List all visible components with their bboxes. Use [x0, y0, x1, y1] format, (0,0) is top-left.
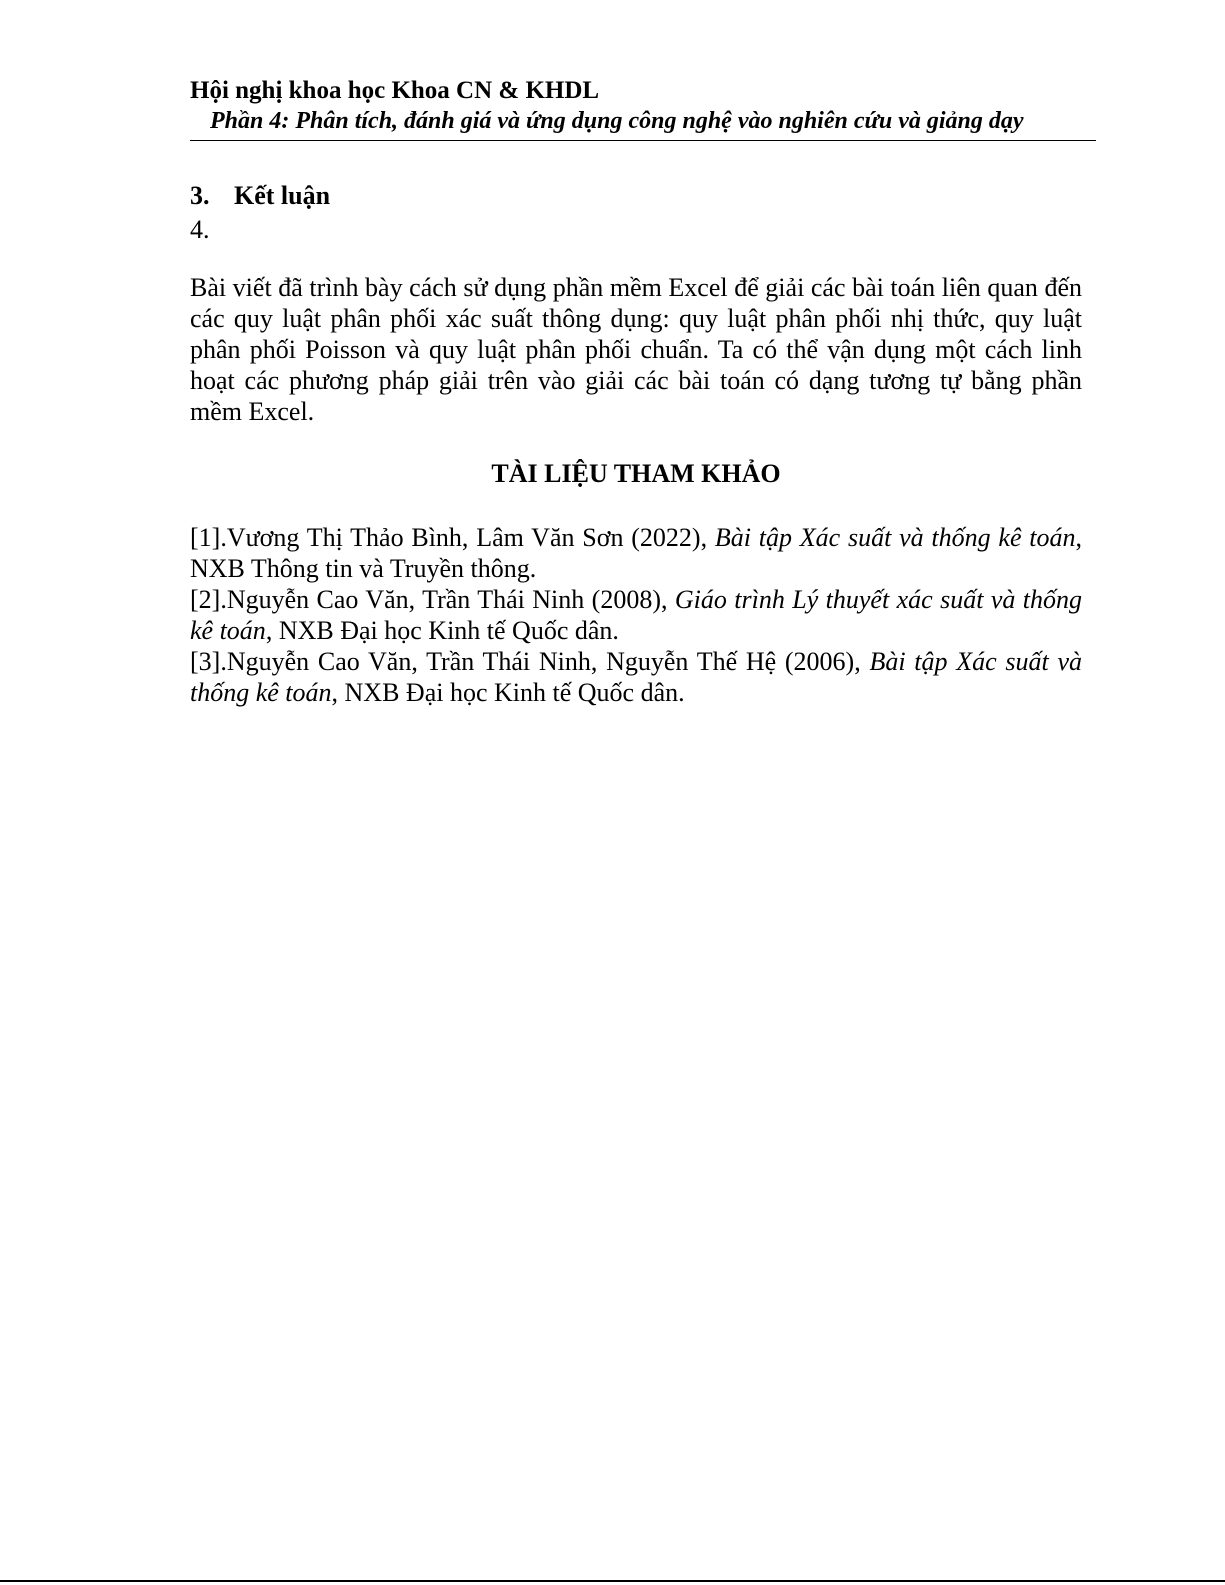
section-number: 3. [190, 181, 210, 210]
reference-book-title: Bài tập Xác suất và thống kê toán [190, 647, 1082, 707]
reference-item [190, 646, 1082, 708]
reference-authors: [1].Vương Thị Thảo Bình, Lâm Văn Sơn (2022), [190, 523, 715, 552]
reference-book-title: Giáo trình Lý thuyết xác suất và thống kê toán [190, 585, 1082, 645]
reference-publisher: , NXB Thông tin và Truyền thông. [190, 523, 1082, 583]
references-title: TÀI LIỆU THAM KHẢO [491, 459, 781, 488]
references-list [190, 522, 1082, 708]
reference-item [190, 522, 1082, 584]
reference-authors: [2].Nguyễn Cao Văn, Trần Thái Ninh (2008), [190, 585, 675, 614]
reference-publisher: , NXB Đại học Kinh tế Quốc dân. [265, 616, 619, 645]
list-number: 4. [190, 215, 210, 244]
conclusion-paragraph: Bài viết đã trình bày cách sử dụng phần mềm Excel để giải các bài toán liên quan đến các quy luật phân phối xác suất thông dụng: quy luật phân phối nhị thức, quy luật phân phối Poisson và quy luật phân phối chuẩn. Ta có thể vận dụng một cách linh hoạt các phương pháp giải trên vào giải các bài toán có dạng tương tự bằng phần mềm Excel. [190, 273, 1082, 426]
part-subtitle: Phần 4: Phân tích, đánh giá và ứng dụng công nghệ vào nghiên cứu và giảng dạy [210, 108, 1024, 134]
reference-publisher: , NXB Đại học Kinh tế Quốc dân. [331, 678, 685, 707]
reference-book-title: Bài tập Xác suất và thống kê toán [714, 523, 1076, 552]
bottom-border [0, 1580, 1225, 1582]
section-heading [190, 180, 330, 212]
reference-item [190, 584, 1082, 646]
page-header [190, 76, 1096, 141]
section-title: Kết luận [234, 181, 331, 210]
conference-title: Hội nghị khoa học Khoa CN & KHDL [190, 77, 600, 104]
reference-authors: [3].Nguyễn Cao Văn, Trần Thái Ninh, Nguyễn Thế Hệ (2006), [190, 647, 870, 676]
